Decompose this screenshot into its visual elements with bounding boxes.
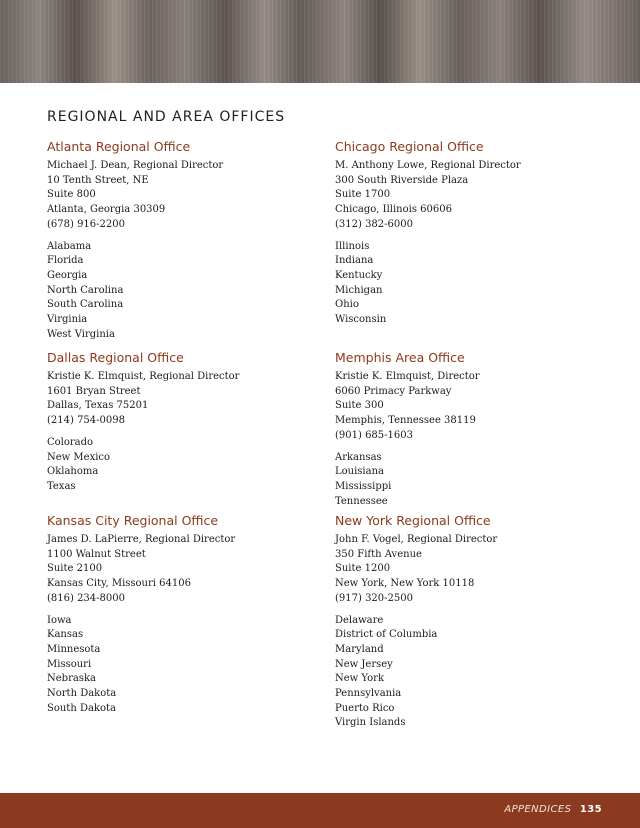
state-item: Virginia (47, 314, 88, 326)
address-line: Suite 1200 (335, 563, 391, 575)
phone-number: (816) 234-8000 (47, 592, 125, 604)
state-item: New York (335, 673, 384, 685)
state-item: Georgia (47, 269, 88, 281)
state-item: West Virginia (47, 328, 115, 340)
address-line: Atlanta, Georgia 30309 (47, 204, 166, 216)
state-item: Arkansas (335, 451, 382, 463)
address-line: Suite 800 (47, 189, 96, 201)
office-title: Memphis Area Office (335, 350, 465, 365)
phone-number: (901) 685-1603 (335, 429, 413, 441)
address-line: Memphis, Tennessee 38119 (335, 415, 476, 427)
office-kansas-city (47, 511, 337, 716)
states-list (335, 614, 625, 732)
state-item: Maryland (335, 643, 384, 655)
phone-number: (312) 382-6000 (335, 218, 413, 230)
address-line: Kristie K. Elmquist, Director (335, 371, 480, 382)
address-line: Kansas City, Missouri 64106 (47, 578, 191, 590)
footer-section-label: APPENDICES (504, 804, 572, 815)
state-item: Pennsylvania (335, 688, 402, 700)
state-item: Iowa (47, 614, 72, 626)
states-list (47, 240, 337, 343)
office-address (47, 533, 337, 607)
address-line: 350 Fifth Avenue (335, 548, 422, 560)
state-item: Michigan (335, 284, 383, 296)
state-item: South Dakota (47, 702, 116, 714)
page-footer (504, 804, 602, 815)
state-item: Louisiana (335, 466, 384, 478)
address-line: Michael J. Dean, Regional Director (47, 160, 224, 171)
phone-number: (917) 320-2500 (335, 592, 413, 604)
address-line: Dallas, Texas 75201 (47, 400, 149, 412)
state-item: Wisconsin (335, 314, 387, 326)
states-list (47, 614, 337, 717)
state-item: Oklahoma (47, 466, 99, 478)
address-line: Suite 300 (335, 400, 384, 412)
state-item: Ohio (335, 299, 359, 311)
state-item: Alabama (47, 240, 92, 252)
address-line: James D. LaPierre, Regional Director (47, 534, 236, 545)
office-new-york (335, 511, 625, 731)
office-title: Chicago Regional Office (335, 139, 484, 154)
address-line: New York, New York 10118 (335, 578, 475, 590)
states-list (335, 451, 625, 510)
state-item: Kentucky (335, 269, 383, 281)
address-line: John F. Vogel, Regional Director (335, 534, 498, 545)
header-banner-image (0, 0, 640, 83)
office-address (47, 159, 337, 233)
office-atlanta (47, 137, 337, 342)
state-item: North Carolina (47, 284, 124, 296)
office-chicago (335, 137, 625, 328)
section-title: REGIONAL AND AREA OFFICES (47, 109, 286, 125)
state-item: Mississippi (335, 480, 392, 492)
state-item: Tennessee (335, 495, 388, 507)
address-line: Kristie K. Elmquist, Regional Director (47, 371, 240, 382)
office-address (335, 159, 625, 233)
address-line: 1601 Bryan Street (47, 385, 141, 397)
state-item: New Mexico (47, 451, 111, 463)
office-title: Kansas City Regional Office (47, 513, 219, 528)
phone-number: (214) 754-0098 (47, 415, 125, 427)
office-dallas (47, 348, 337, 495)
office-memphis (335, 348, 625, 509)
state-item: Texas (47, 480, 76, 492)
state-item: Delaware (335, 614, 384, 626)
address-line: 6060 Primacy Parkway (335, 385, 452, 397)
state-item: Kansas (47, 629, 84, 641)
state-item: North Dakota (47, 688, 117, 700)
state-item: Illinois (335, 240, 370, 252)
state-item: Puerto Rico (335, 702, 395, 714)
state-item: Indiana (335, 255, 374, 267)
state-item: Virgin Islands (335, 717, 406, 729)
address-line: 1100 Walnut Street (47, 548, 146, 560)
office-address (335, 533, 625, 607)
state-item: Colorado (47, 436, 94, 448)
state-item: Florida (47, 255, 84, 267)
state-item: Minnesota (47, 643, 101, 655)
office-address (335, 370, 625, 444)
address-line: M. Anthony Lowe, Regional Director (335, 160, 521, 171)
office-title: New York Regional Office (335, 513, 491, 528)
address-line: Suite 1700 (335, 189, 391, 201)
state-item: District of Columbia (335, 629, 438, 641)
states-list (47, 436, 337, 495)
page-number: 135 (579, 804, 602, 815)
state-item: New Jersey (335, 658, 393, 670)
state-item: South Carolina (47, 299, 124, 311)
phone-number: (678) 916-2200 (47, 218, 125, 230)
address-line: 10 Tenth Street, NE (47, 174, 149, 186)
office-address (47, 370, 337, 429)
address-line: Suite 2100 (47, 563, 103, 575)
office-title: Atlanta Regional Office (47, 139, 191, 154)
address-line: 300 South Riverside Plaza (335, 174, 469, 186)
state-item: Missouri (47, 658, 92, 670)
office-title: Dallas Regional Office (47, 350, 184, 365)
states-list (335, 240, 625, 328)
address-line: Chicago, Illinois 60606 (335, 204, 452, 216)
state-item: Nebraska (47, 673, 96, 685)
